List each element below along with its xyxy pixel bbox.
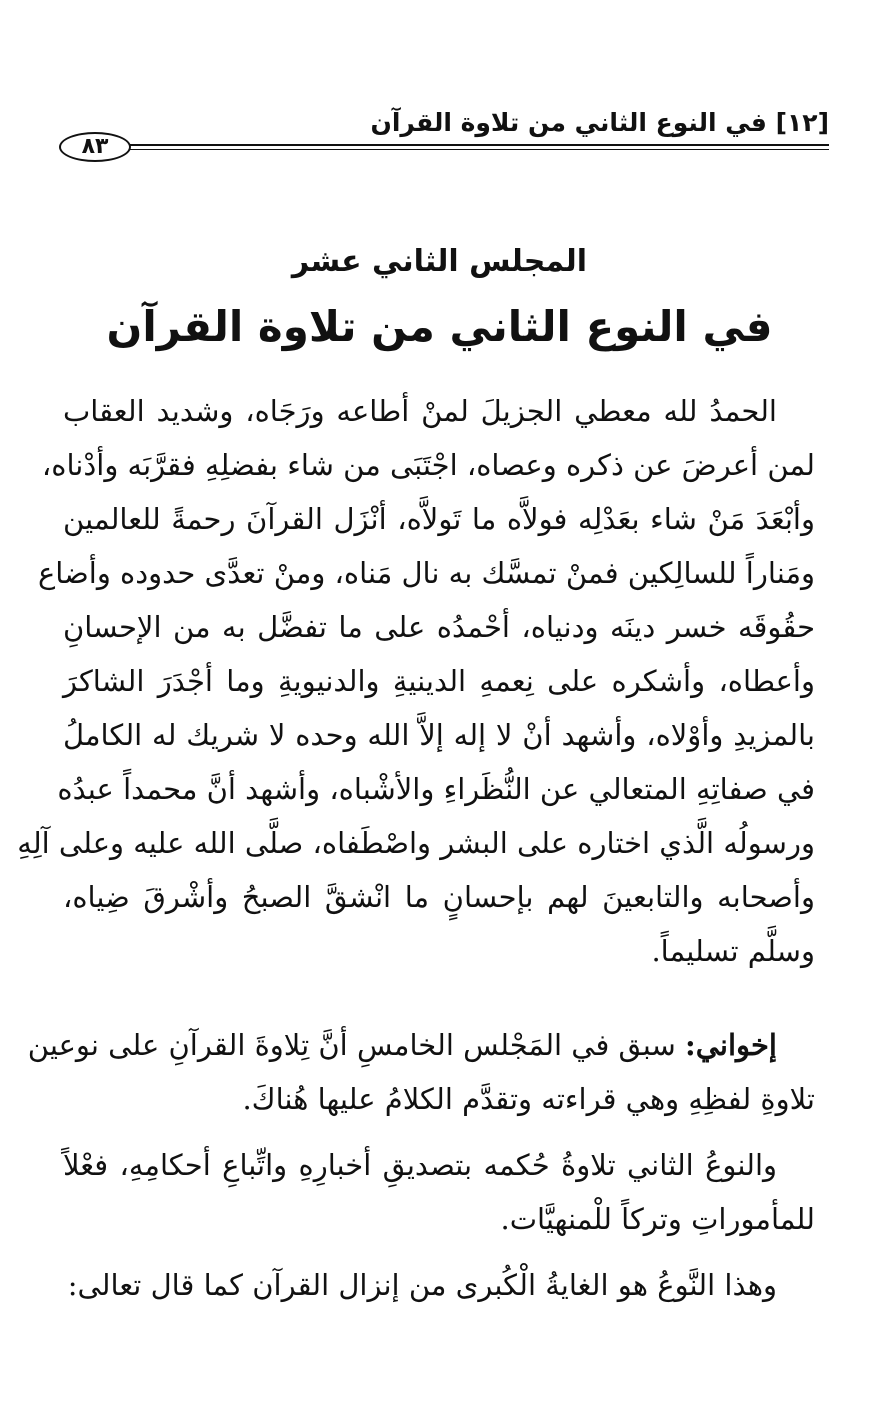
header-rule-thin [129, 149, 829, 150]
text-line: حقُوقَه خسر دينَه ودنياه، أحْمدُه على ما تفضَّل به من الإحسانِ [63, 610, 815, 644]
text-line: ورسولُه الَّذي اختاره على البشر واصْطَفاه، صلَّى الله عليه وعلى آلِهِ [17, 826, 815, 860]
text-line: ومَناراً للسالِكين فمنْ تمسَّك به نال مَناه، ومنْ تعدَّى حدوده وأضاع [38, 556, 815, 590]
text-line: تلاوةِ لفظِهِ وهي قراءته وتقدَّم الكلامُ عليها هُناكَ. [242, 1082, 815, 1116]
chapter-title: في النوع الثاني من تلاوة القرآن [106, 302, 773, 351]
paragraph-opening [17, 384, 815, 978]
text-line: والنوعُ الثاني تلاوةُ حُكمه بتصديقِ أخبارِهِ واتِّباعِ أحكامِهِ، فعْلاً [63, 1148, 777, 1182]
session-title: المجلس الثاني عشر [291, 244, 588, 279]
text-line: في صفاتِهِ المتعالي عن النُّظَراءِ والأشْباه، وأشهد أنَّ محمداً عبدُه [57, 772, 815, 806]
text-line: للمأموراتِ وتركاً للْمنهيَّات. [500, 1202, 815, 1236]
text-line: وأبْعَدَ مَنْ شاء بعَدْلِه فولاَّه ما تَولاَّه، أنْزَل القرآنَ رحمةً للعالمين [63, 502, 815, 536]
text-line: بالمزيدِ وأوْلاه، وأشهد أنْ لا إله إلاَّ الله وحده لا شريك له الكاملُ [63, 718, 815, 752]
running-header [59, 106, 829, 166]
text-line: الحمدُ لله معطي الجزيلَ لمنْ أطاعه ورَجَاه، وشديد العقاب [63, 394, 777, 428]
running-title: [١٢] في النوع الثاني من تلاوة القرآن [370, 108, 829, 137]
paragraph-purpose [63, 1258, 815, 1312]
text-line: وأصحابه والتابعينَ لهم بإحسانٍ ما انْشقَّ الصبحُ وأشْرقَ ضِياه، [63, 880, 815, 914]
header-rule-thick [129, 144, 829, 146]
text-line: وسلَّم تسليماً. [651, 934, 815, 968]
paragraph-brothers [27, 1018, 815, 1126]
page-number: ٨٣ [59, 132, 131, 162]
text-span: سبق في المَجْلس الخامسِ أنَّ تِلاوةَ القرآنِ على نوعين [27, 1028, 676, 1062]
text-line: وأعطاه، وأشكره على نِعمهِ الدينيةِ والدنيويةِ وما أجْدَرَ الشاكرَ [63, 664, 815, 698]
text-line [27, 1018, 815, 1072]
text-line: وهذا النَّوعُ هو الغايةُ الْكُبرى من إنزال القرآن كما قال تعالى: [67, 1268, 777, 1302]
paragraph-second-type [63, 1138, 815, 1246]
text-line: لمن أعرضَ عن ذكره وعصاه، اجْتَبَى من شاء بفضلِهِ فقرَّبَه وأدْناه، [41, 448, 815, 482]
paragraph-lead: إخواني: [685, 1028, 777, 1062]
